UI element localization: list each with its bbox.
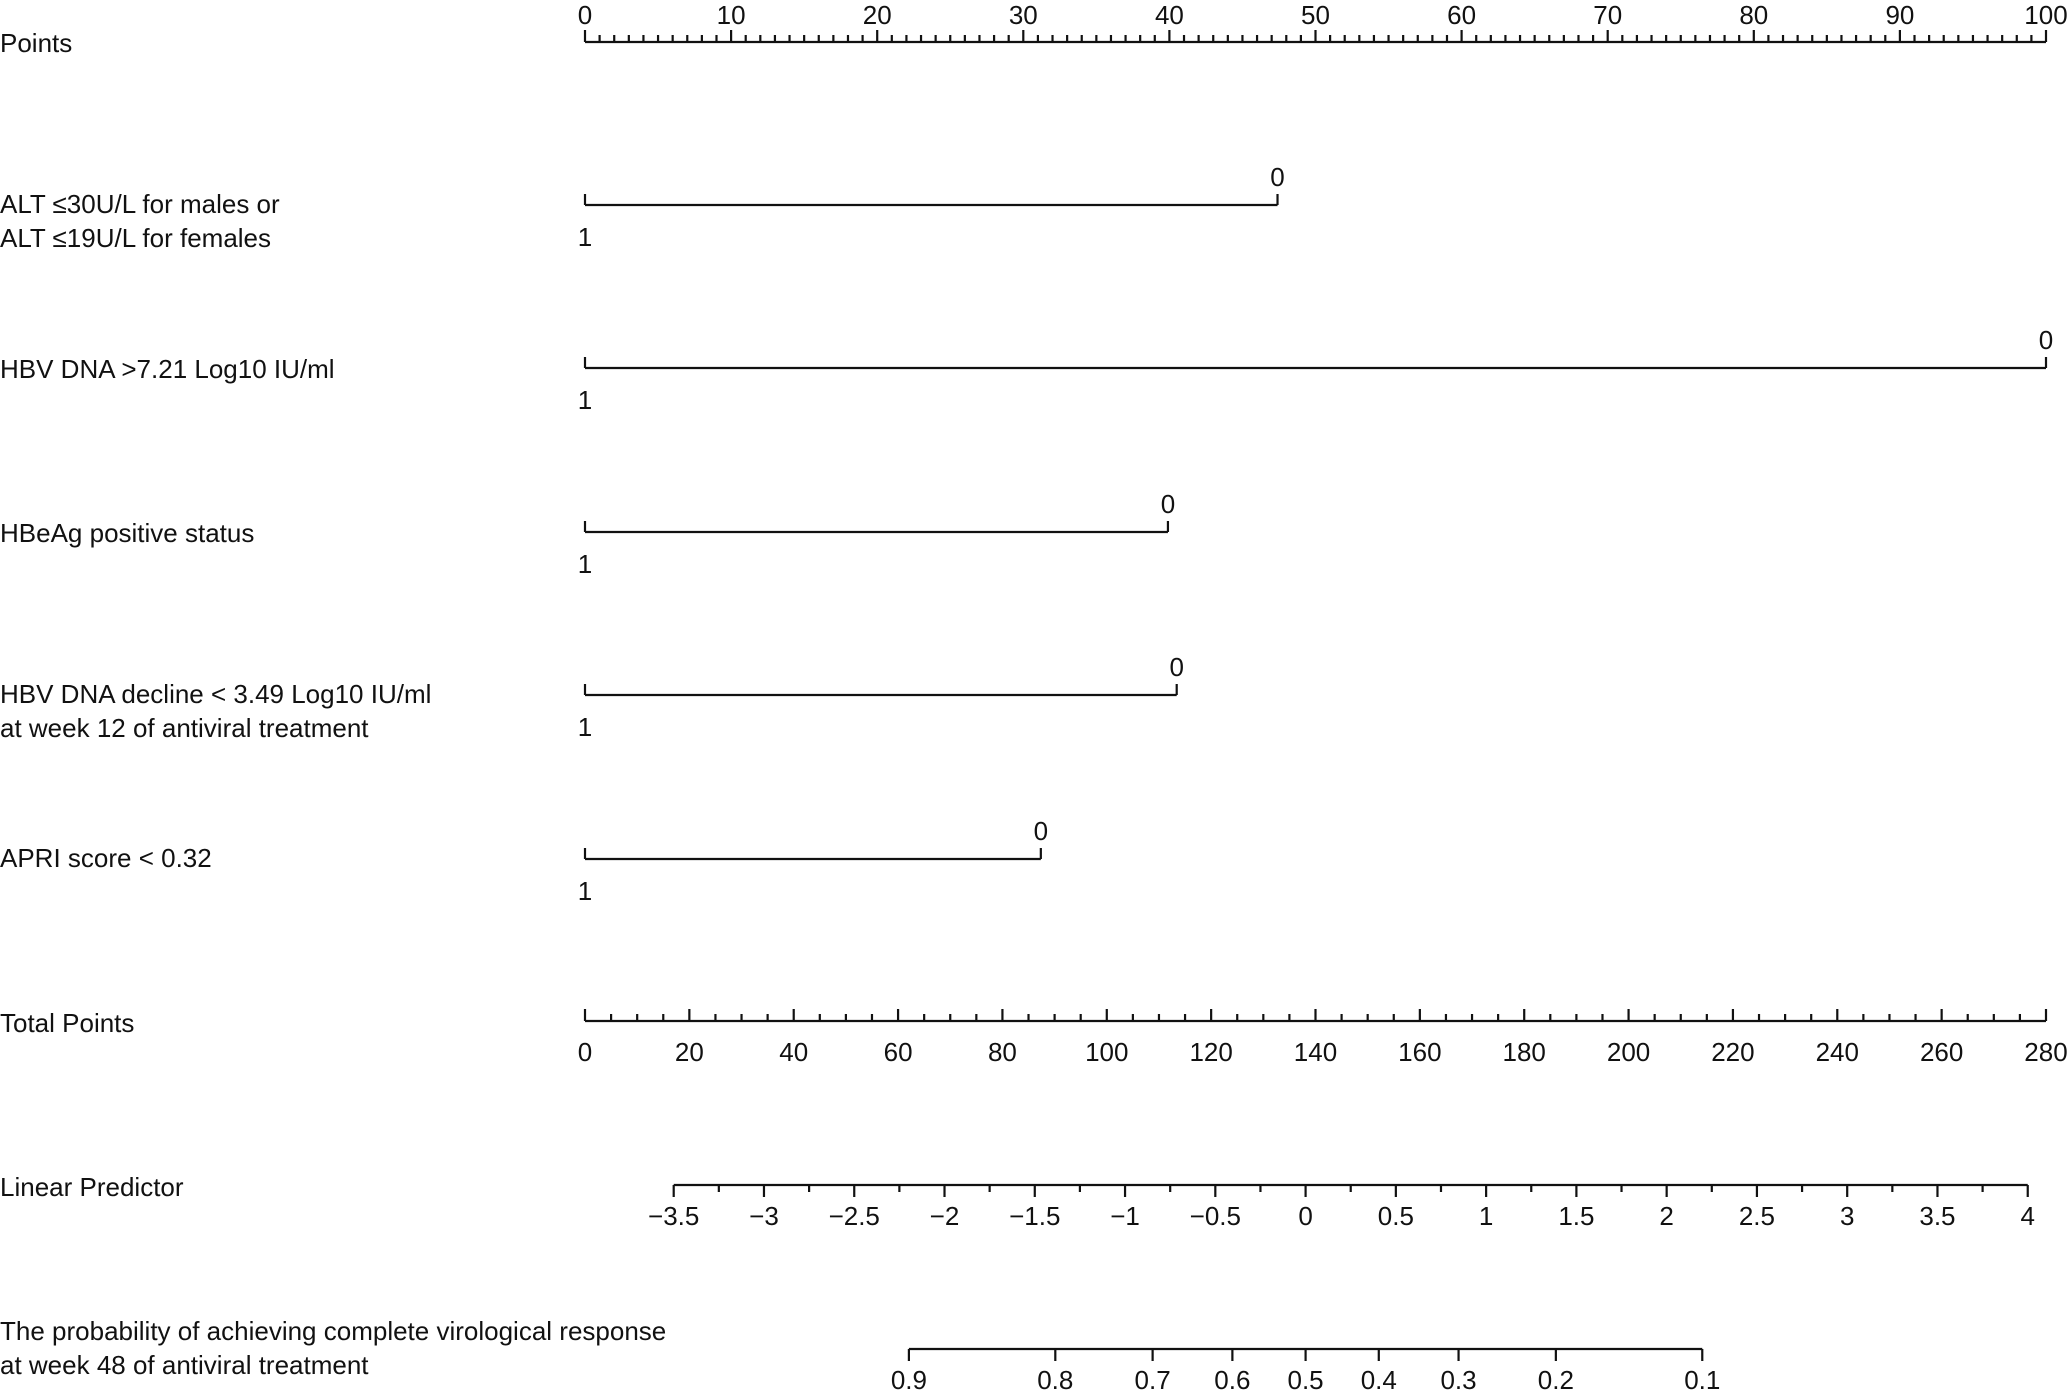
hbv-dna-decline-level-label: 1 xyxy=(577,712,593,742)
total-points-tick-label: 240 xyxy=(1815,1037,1859,1067)
alt-label: ALT ≤19U/L for females xyxy=(0,223,272,253)
points-tick-label: 40 xyxy=(1154,0,1184,30)
probability-tick-label: 0.2 xyxy=(1537,1365,1574,1392)
linear-predictor-tick-label: 2.5 xyxy=(1738,1201,1776,1231)
total-points-tick-label: 140 xyxy=(1293,1037,1338,1067)
total-points-tick-label: 40 xyxy=(779,1037,809,1067)
points-tick-label: 80 xyxy=(1739,0,1769,30)
probability-tick-label: 0.1 xyxy=(1684,1365,1721,1392)
points-tick-label: 0 xyxy=(577,0,593,30)
total-points-tick-label: 220 xyxy=(1711,1037,1755,1067)
total-points-tick-label: 280 xyxy=(2024,1037,2068,1067)
probability-tick-label: 0.9 xyxy=(890,1365,927,1392)
points-tick-label: 70 xyxy=(1593,0,1623,30)
probability-tick-label: 0.4 xyxy=(1360,1365,1397,1392)
points-tick-label: 10 xyxy=(716,0,746,30)
alt-level-label: 1 xyxy=(577,222,593,252)
points-tick-label: 30 xyxy=(1008,0,1038,30)
hbv-dna-level-label: 0 xyxy=(2038,325,2054,355)
linear-predictor-tick-label: 1.5 xyxy=(1558,1201,1595,1231)
hbv-dna-label: HBV DNA >7.21 Log10 IU/ml xyxy=(0,354,335,384)
hbv-dna-decline-level-label: 0 xyxy=(1169,652,1184,682)
total-points-tick-label: 0 xyxy=(577,1037,593,1067)
linear-predictor-tick-label: −3.5 xyxy=(648,1201,700,1231)
total-points-tick-label: 120 xyxy=(1189,1037,1233,1067)
linear-predictor-tick-label: 3 xyxy=(1839,1201,1855,1231)
probability-tick-label: 0.6 xyxy=(1214,1365,1251,1392)
linear-predictor-tick-label: 0 xyxy=(1298,1201,1313,1231)
linear-predictor-tick-label: −2.5 xyxy=(828,1201,880,1231)
total-points-tick-label: 80 xyxy=(987,1037,1017,1067)
hbv-dna-decline-label: HBV DNA decline < 3.49 Log10 IU/ml xyxy=(0,679,432,709)
points-tick-label: 20 xyxy=(862,0,892,30)
total-points-tick-label: 260 xyxy=(1919,1037,1964,1067)
total-points-tick-label: 20 xyxy=(674,1037,704,1067)
probability-label: at week 48 of antiviral treatment xyxy=(0,1350,369,1380)
points-tick-label: 60 xyxy=(1447,0,1477,30)
probability-tick-label: 0.8 xyxy=(1037,1365,1074,1392)
linear-predictor-tick-label: −1 xyxy=(1110,1201,1140,1231)
total-points-label: Total Points xyxy=(0,1008,135,1038)
hbv-dna-decline-label: at week 12 of antiviral treatment xyxy=(0,713,369,743)
apri-label: APRI score < 0.32 xyxy=(0,843,212,873)
probability-tick-label: 0.7 xyxy=(1134,1365,1171,1392)
linear-predictor-tick-label: 1 xyxy=(1478,1201,1494,1231)
points-tick-label: 100 xyxy=(2024,0,2068,30)
probability-tick-label: 0.3 xyxy=(1440,1365,1477,1392)
linear-predictor-tick-label: −1.5 xyxy=(1009,1201,1061,1231)
hbeag-level-label: 1 xyxy=(577,549,593,579)
total-points-tick-label: 160 xyxy=(1398,1037,1442,1067)
apri-level-label: 1 xyxy=(577,876,593,906)
probability-label: The probability of achieving complete virological response xyxy=(0,1316,667,1346)
linear-predictor-tick-label: 2 xyxy=(1659,1201,1674,1231)
total-points-tick-label: 100 xyxy=(1085,1037,1129,1067)
total-points-tick-label: 200 xyxy=(1606,1037,1651,1067)
points-tick-label: 50 xyxy=(1301,0,1330,30)
hbeag-level-label: 0 xyxy=(1160,489,1176,519)
linear-predictor-tick-label: −3 xyxy=(749,1201,779,1231)
hbv-dna-level-label: 1 xyxy=(577,385,593,415)
linear-predictor-tick-label: 0.5 xyxy=(1377,1201,1414,1231)
total-points-tick-label: 180 xyxy=(1502,1037,1546,1067)
linear-predictor-tick-label: −0.5 xyxy=(1189,1201,1241,1231)
points-label: Points xyxy=(0,28,73,58)
linear-predictor-tick-label: 4 xyxy=(2020,1201,2035,1231)
linear-predictor-label: Linear Predictor xyxy=(0,1172,184,1202)
alt-label: ALT ≤30U/L for males or xyxy=(0,189,280,219)
points-tick-label: 90 xyxy=(1885,0,1915,30)
linear-predictor-tick-label: 3.5 xyxy=(1919,1201,1956,1231)
linear-predictor-tick-label: −2 xyxy=(929,1201,960,1231)
apri-level-label: 0 xyxy=(1033,816,1049,846)
hbeag-label: HBeAg positive status xyxy=(0,518,255,548)
alt-level-label: 0 xyxy=(1270,162,1285,192)
total-points-tick-label: 60 xyxy=(883,1037,913,1067)
probability-tick-label: 0.5 xyxy=(1287,1365,1324,1392)
